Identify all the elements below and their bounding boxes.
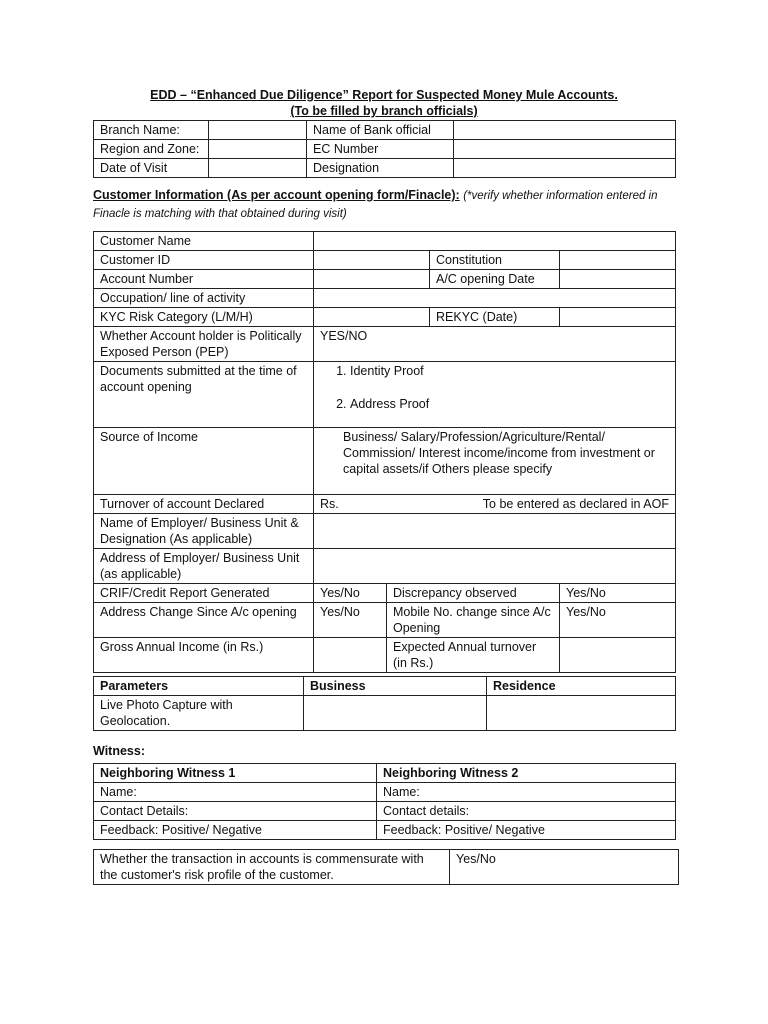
- turnover-rs: Rs.: [320, 497, 339, 511]
- customer-id-label: Customer ID: [94, 251, 314, 270]
- gross-income-field[interactable]: [314, 638, 387, 673]
- customer-name-label: Customer Name: [94, 232, 314, 251]
- discrepancy-label: Discrepancy observed: [387, 584, 560, 603]
- kyc-risk-field[interactable]: [314, 308, 430, 327]
- ac-opening-date-label: A/C opening Date: [430, 270, 560, 289]
- crif-label: CRIF/Credit Report Generated: [94, 584, 314, 603]
- customer-info-section: [93, 187, 663, 223]
- customer-info-heading: Customer Information (As per account opening form/Finacle):: [93, 188, 460, 202]
- witness-2-feedback[interactable]: Feedback: Positive/ Negative: [377, 821, 676, 840]
- account-number-label: Account Number: [94, 270, 314, 289]
- employer-address-label: Address of Employer/ Business Unit (as applicable): [94, 549, 314, 584]
- transaction-table: [93, 849, 679, 885]
- constitution-label: Constitution: [430, 251, 560, 270]
- gross-income-label: Gross Annual Income (in Rs.): [94, 638, 314, 673]
- employer-name-label: Name of Employer/ Business Unit & Designation (As applicable): [94, 514, 314, 549]
- region-zone-label: Region and Zone:: [94, 140, 209, 159]
- expected-turnover-label: Expected Annual turnover (in Rs.): [387, 638, 560, 673]
- account-number-field[interactable]: [314, 270, 430, 289]
- rekyc-field[interactable]: [560, 308, 676, 327]
- witness-2-name[interactable]: Name:: [377, 783, 676, 802]
- witness-1-header: Neighboring Witness 1: [94, 764, 377, 783]
- customer-name-field[interactable]: [314, 232, 676, 251]
- ec-number-label: EC Number: [307, 140, 454, 159]
- document-address-proof: 2. Address Proof: [350, 396, 669, 412]
- source-of-income-text: Business/ Salary/Profession/Agriculture/Rental/ Commission/ Interest income/income from investment or capital assets/if Others please specify: [343, 430, 655, 476]
- ac-opening-date-field[interactable]: [560, 270, 676, 289]
- live-photo-business-field[interactable]: [304, 696, 487, 731]
- date-of-visit-label: Date of Visit: [94, 159, 209, 178]
- document-identity-proof: 1. Identity Proof: [350, 363, 669, 379]
- discrepancy-value[interactable]: Yes/No: [560, 584, 676, 603]
- witness-label: Witness:: [93, 744, 145, 758]
- employer-address-field[interactable]: [314, 549, 676, 584]
- documents-label: Documents submitted at the time of account opening: [94, 362, 314, 428]
- expected-turnover-field[interactable]: [560, 638, 676, 673]
- documents-field[interactable]: [314, 362, 676, 428]
- constitution-field[interactable]: [560, 251, 676, 270]
- address-change-label: Address Change Since A/c opening: [94, 603, 314, 638]
- witness-2-header: Neighboring Witness 2: [377, 764, 676, 783]
- report-subtitle: (To be filled by branch officials): [290, 104, 478, 118]
- employer-name-field[interactable]: [314, 514, 676, 549]
- kyc-risk-label: KYC Risk Category (L/M/H): [94, 308, 314, 327]
- report-title: EDD – “Enhanced Due Diligence” Report for Suspected Money Mule Accounts.: [150, 88, 618, 102]
- residence-header: Residence: [487, 677, 676, 696]
- source-of-income-label: Source of Income: [94, 428, 314, 495]
- pep-label: Whether Account holder is Politically Exposed Person (PEP): [94, 327, 314, 362]
- turnover-label: Turnover of account Declared: [94, 495, 314, 514]
- branch-info-table: [93, 120, 676, 178]
- witness-1-contact[interactable]: Contact Details:: [94, 802, 377, 821]
- customer-info-note: (*verify whether information entered in Finacle is matching with that obtained during visit): [93, 190, 658, 220]
- bank-official-field[interactable]: [454, 121, 676, 140]
- pep-value[interactable]: YES/NO: [314, 327, 676, 362]
- customer-info-table: [93, 231, 676, 673]
- crif-value[interactable]: Yes/No: [314, 584, 387, 603]
- business-header: Business: [304, 677, 487, 696]
- witness-1-name[interactable]: Name:: [94, 783, 377, 802]
- date-of-visit-field[interactable]: [209, 159, 307, 178]
- occupation-field[interactable]: [314, 289, 676, 308]
- region-zone-field[interactable]: [209, 140, 307, 159]
- witness-1-feedback[interactable]: Feedback: Positive/ Negative: [94, 821, 377, 840]
- transaction-question: Whether the transaction in accounts is commensurate with the customer's risk profile of the customer.: [94, 850, 450, 885]
- mobile-change-label: Mobile No. change since A/c Opening: [387, 603, 560, 638]
- transaction-answer[interactable]: Yes/No: [450, 850, 679, 885]
- branch-name-label: Branch Name:: [94, 121, 209, 140]
- occupation-label: Occupation/ line of activity: [94, 289, 314, 308]
- rekyc-label: REKYC (Date): [430, 308, 560, 327]
- turnover-note: To be entered as declared in AOF: [482, 497, 669, 511]
- parameters-header: Parameters: [94, 677, 304, 696]
- customer-id-field[interactable]: [314, 251, 430, 270]
- source-of-income-options[interactable]: [314, 428, 676, 495]
- parameters-table: [93, 676, 676, 731]
- witness-2-contact[interactable]: Contact details:: [377, 802, 676, 821]
- witness-table: [93, 763, 676, 840]
- mobile-change-value[interactable]: Yes/No: [560, 603, 676, 638]
- branch-name-field[interactable]: [209, 121, 307, 140]
- turnover-field[interactable]: [314, 495, 676, 514]
- address-change-value[interactable]: Yes/No: [314, 603, 387, 638]
- designation-label: Designation: [307, 159, 454, 178]
- live-photo-label: Live Photo Capture with Geolocation.: [94, 696, 304, 731]
- designation-field[interactable]: [454, 159, 676, 178]
- live-photo-residence-field[interactable]: [487, 696, 676, 731]
- bank-official-label: Name of Bank official: [307, 121, 454, 140]
- ec-number-field[interactable]: [454, 140, 676, 159]
